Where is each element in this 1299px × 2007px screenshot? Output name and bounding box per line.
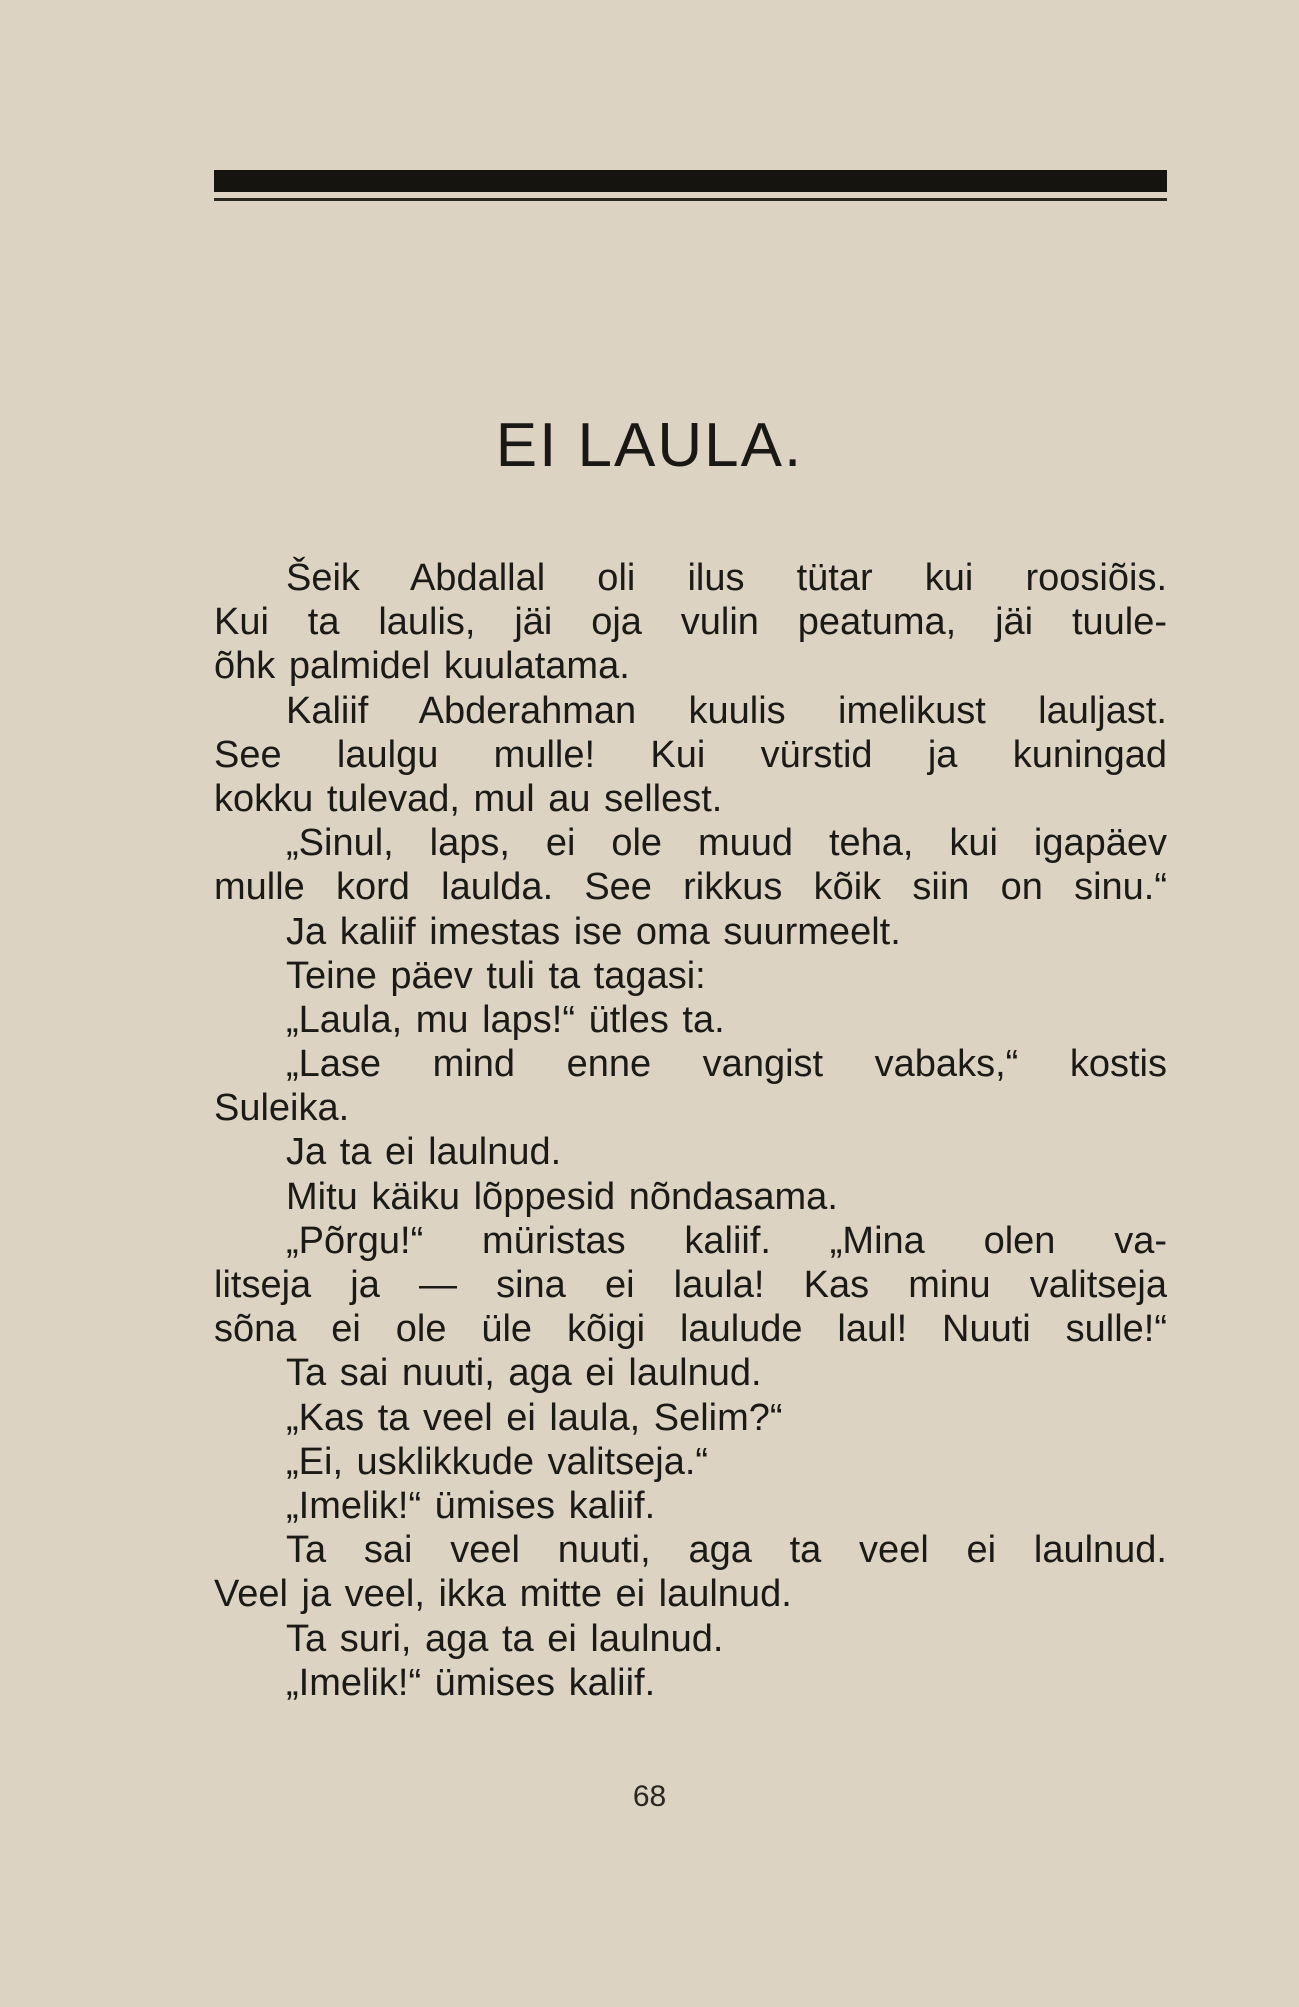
text-line: „Sinul, laps, ei ole muud teha, kui igapäev xyxy=(286,822,1167,865)
story-text xyxy=(214,556,1167,1705)
text-line: „Ei, usklikkude valitseja.“ xyxy=(286,1440,709,1483)
text-line: Ta sai nuuti, aga ei laulnud. xyxy=(286,1352,762,1395)
page-number: 68 xyxy=(632,1780,667,1813)
text-line: Kaliif Abderahman kuulis imelikust lauljast. xyxy=(286,689,1167,732)
text-line: kokku tulevad, mul au sellest. xyxy=(214,777,723,820)
text-line: Ta sai veel nuuti, aga ta veel ei laulnud. xyxy=(286,1529,1167,1572)
text-line: õhk palmidel kuulatama. xyxy=(214,645,630,688)
chapter-title: EI LAULA. xyxy=(495,411,804,480)
text-line: Kui ta laulis, jäi oja vulin peatuma, jäi tuule- xyxy=(214,601,1167,644)
text-line: Teine päev tuli ta tagasi: xyxy=(286,954,706,997)
header-rule-thick xyxy=(214,170,1167,192)
text-line: Ta suri, aga ta ei laulnud. xyxy=(286,1617,724,1660)
text-line: „Imelik!“ ümises kaliif. xyxy=(286,1484,656,1527)
text-line: mulle kord laulda. See rikkus kõik siin on sinu.“ xyxy=(214,866,1167,909)
text-line: sõna ei ole üle kõigi laulude laul! Nuuti sulle!“ xyxy=(214,1308,1167,1351)
text-line: „Laula, mu laps!“ ütles ta. xyxy=(286,998,725,1041)
header-rule-thin xyxy=(214,198,1167,201)
text-line: „Põrgu!“ müristas kaliif. „Mina olen va- xyxy=(286,1219,1167,1262)
text-line: Ja ta ei laulnud. xyxy=(286,1131,562,1174)
text-line: Šeik Abdallal oli ilus tütar kui roosiõis. xyxy=(286,557,1167,599)
text-line: Suleika. xyxy=(214,1087,350,1130)
text-line: „Imelik!“ ümises kaliif. xyxy=(286,1661,656,1704)
text-line: Ja kaliif imestas ise oma suurmeelt. xyxy=(286,910,901,953)
text-line: Veel ja veel, ikka mitte ei laulnud. xyxy=(214,1573,792,1616)
text-line: See laulgu mulle! Kui vürstid ja kuningad xyxy=(214,733,1167,776)
text-line: „Lase mind enne vangist vabaks,“ kostis xyxy=(286,1043,1167,1086)
text-line: litseja ja — sina ei laula! Kas minu valitseja xyxy=(214,1264,1167,1306)
text-line: „Kas ta veel ei laula, Selim?“ xyxy=(286,1396,783,1439)
text-line: Mitu käiku lõppesid nõndasama. xyxy=(286,1175,838,1218)
